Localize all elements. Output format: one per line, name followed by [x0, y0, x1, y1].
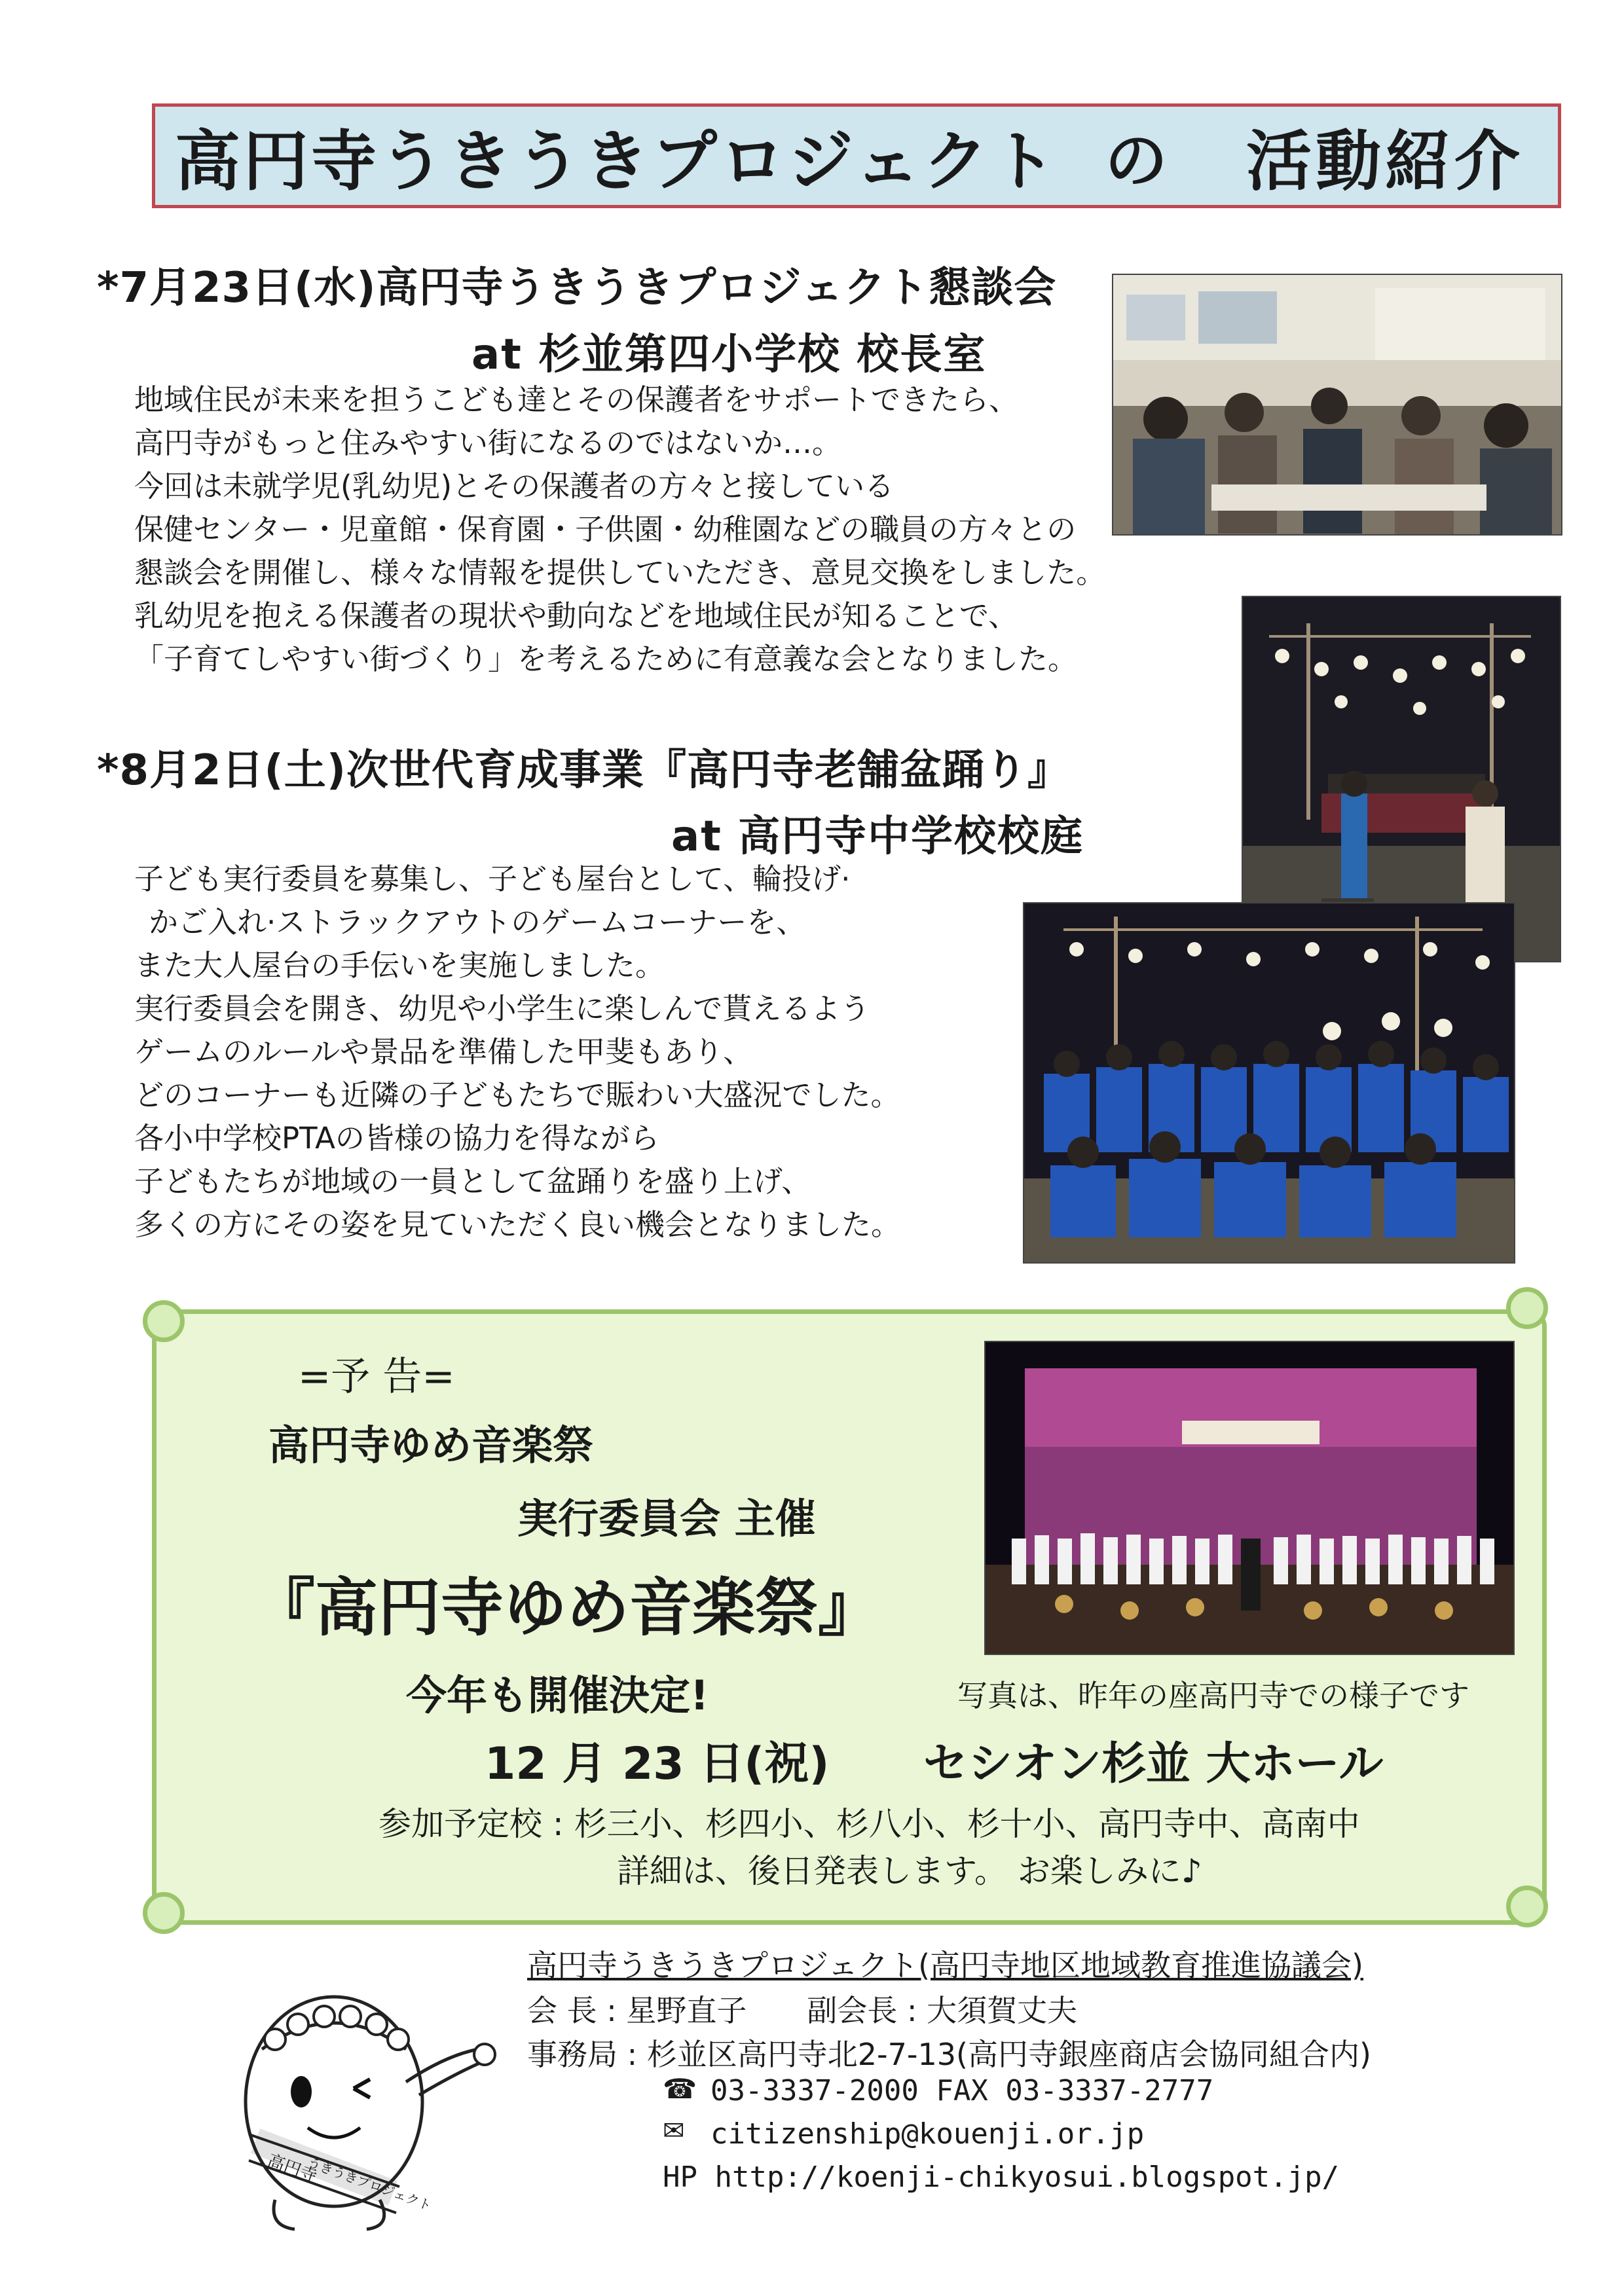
mascot-sash-text: 高円寺: [265, 2151, 320, 2187]
event1-body-line: 地域住民が未来を担うこども達とその保護者をサポートできたら、: [134, 382, 1019, 417]
notice-label: =予 告=: [298, 1354, 455, 1400]
mail-icon: ✉: [663, 2116, 685, 2146]
event-date: 12 月 23 日(祝): [485, 1738, 830, 1790]
event2-body-line: 多くの方にその姿を見ていただく良い機会となりました。: [134, 1207, 901, 1242]
phone-fax: 03-3337-2000 FAX 03-3337-2777: [710, 2074, 1214, 2107]
event2-heading: *8月2日(土)次世代育成事業『高円寺老舗盆踊り』: [97, 746, 1071, 795]
event1-body-line: 乳幼児を抱える保護者の現状や動向などを地域住民が知ることで、: [134, 598, 1018, 633]
event2-venue: at 高円寺中学校校庭: [671, 812, 1084, 861]
event2-body-line: 子ども実行委員を募集し、子ども屋台として、輪投げ·: [134, 862, 851, 896]
homepage-url[interactable]: HP http://koenji-chikyosui.blogspot.jp/: [663, 2160, 1340, 2194]
page-title-particle: の: [1105, 124, 1168, 198]
scroll-curl-top-left: [143, 1300, 185, 1342]
event1-body-line: 高円寺がもっと住みやすい街になるのではないか…。: [134, 426, 842, 460]
event-venue: セシオン杉並 大ホール: [923, 1738, 1384, 1790]
event2-body: [134, 858, 900, 1247]
event2-body-line: 実行委員会を開き、幼児や小学生に楽しんで貰えるよう: [134, 991, 870, 1026]
event1-venue: at 杉並第四小学校 校長室: [471, 331, 987, 379]
phone-icon: ☎: [663, 2073, 697, 2105]
meeting-photo: [1112, 274, 1562, 536]
event1-body: [134, 378, 1105, 681]
event2-body-line: ゲームのルールや景品を準備した甲斐もあり、: [134, 1034, 753, 1069]
bon-odori-photo-2: [1023, 902, 1515, 1264]
page-title: 高円寺うきうきプロジェクト: [175, 123, 1059, 200]
scroll-curl-bottom-left: [143, 1892, 185, 1934]
event1-heading: *7月23日(水)高円寺うきうきプロジェクト懇談会: [97, 264, 1057, 312]
details-note: 詳細は、後日発表します。 お楽しみに♪: [617, 1852, 1202, 1890]
event2-body-line: また大人屋台の手伝いを実施しました。: [134, 948, 665, 983]
page-subtitle: 活動紹介: [1246, 123, 1524, 200]
office-address: 事務局 : 杉並区高円寺北2-7-13(高円寺銀座商店会協同組合内): [527, 2037, 1371, 2072]
photo-caption: 写真は、昨年の座高円寺での様子です: [957, 1678, 1469, 1713]
event2-body-line: 子どもたちが地域の一員として盆踊りを盛り上げ、: [134, 1164, 811, 1199]
organizer-line-2: 実行委員会 主催: [517, 1495, 816, 1542]
email-address[interactable]: citizenship@kouenji.or.jp: [710, 2117, 1145, 2151]
decision-text: 今年も開催決定!: [406, 1671, 709, 1719]
event1-body-line: 「子育てしやすい街づくり」を考えるために有意義な会となりました。: [134, 642, 1078, 676]
officers: 会 長 : 星野直子 副会長 : 大須賀丈夫: [527, 1993, 1078, 2028]
festival-title: 『高円寺ゆめ音楽祭』: [252, 1571, 881, 1645]
title-banner: [152, 103, 1561, 208]
event2-body-line: どのコーナーも近隣の子どもたちで賑わい大盛況でした。: [134, 1078, 900, 1112]
participating-schools: 参加予定校 : 杉三小、杉四小、杉八小、杉十小、高円寺中、高南中: [378, 1805, 1360, 1843]
organizer-line-1: 高円寺ゆめ音楽祭: [268, 1421, 594, 1469]
event2-body-line: 各小中学校PTAの皆様の協力を得ながら: [134, 1121, 659, 1156]
event1-body-line: 今回は未就学児(乳幼児)とその保護者の方々と接している: [134, 469, 895, 503]
event1-body-line: 保健センター・児童館・保育園・子供園・幼稚園などの職員の方々との: [134, 512, 1077, 547]
org-name: 高円寺うきうきプロジェクト(高円寺地区地域教育推進協議会): [527, 1948, 1363, 1983]
event2-body-line: かご入れ·ストラックアウトのゲームコーナーを、: [149, 905, 806, 939]
mascot-illustration: [229, 1977, 504, 2239]
mascot-sash-text-2: うきうきプロジェクト: [305, 2154, 434, 2214]
event1-body-line: 懇談会を開催し、様々な情報を提供していただき、意見交換をしました。: [134, 555, 1106, 590]
scroll-curl-bottom-right: [1506, 1886, 1548, 1927]
scroll-curl-top-right: [1506, 1287, 1548, 1329]
concert-photo: [984, 1341, 1515, 1655]
